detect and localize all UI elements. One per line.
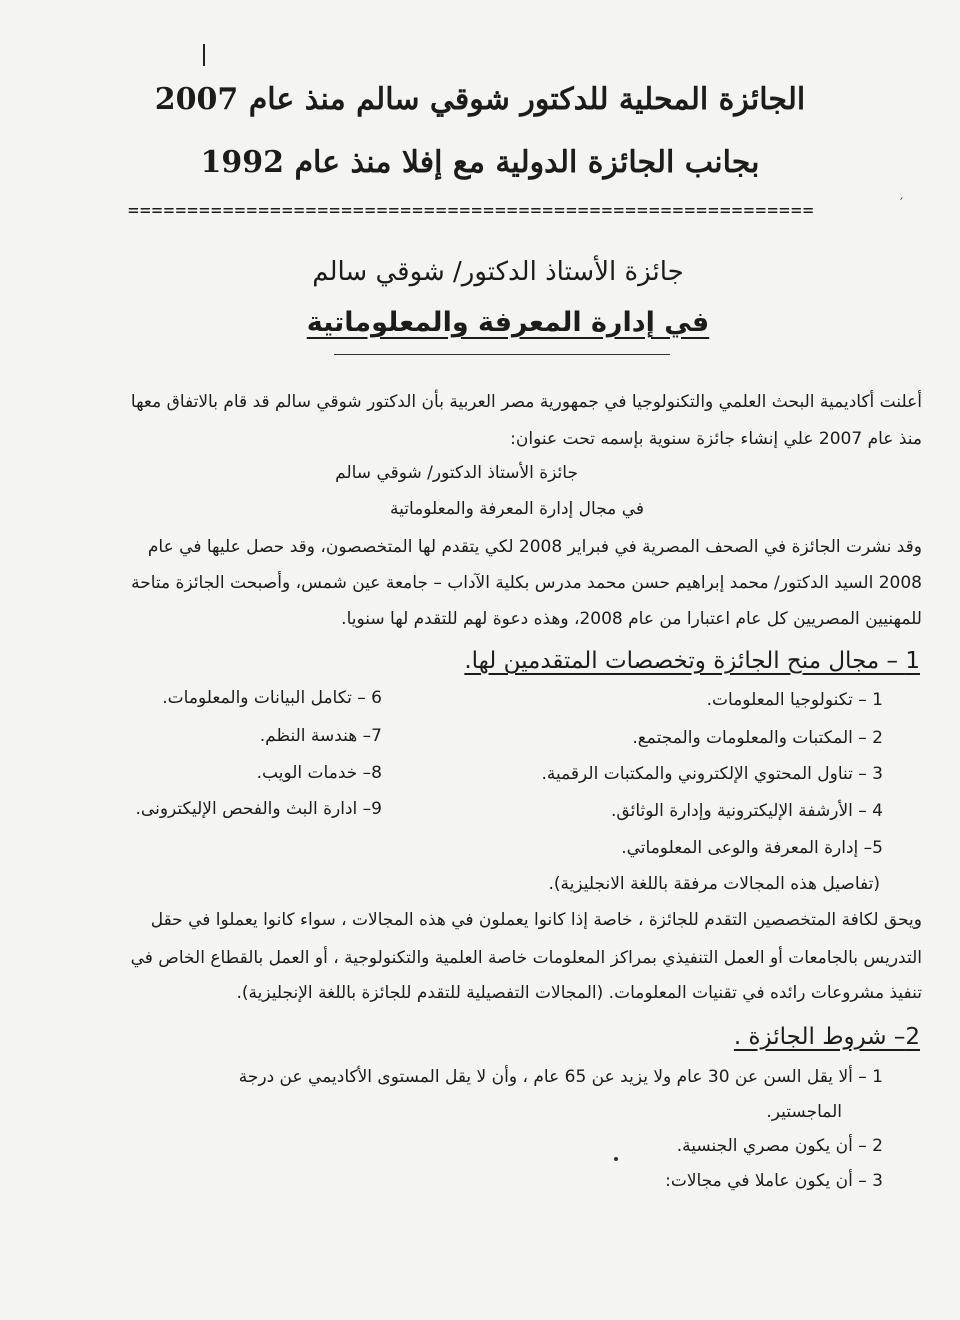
field-item-9: 9– ادارة البث والفحص الإليكترونى. xyxy=(135,799,382,819)
award-name-line1: جائزة الأستاذ الدكتور/ شوقي سالم xyxy=(335,463,578,483)
condition-item-2: 2 – أن يكون مصري الجنسية. xyxy=(676,1136,883,1156)
main-title-line1: الجائزة المحلية للدكتور شوقي سالم منذ عام 2007 xyxy=(154,82,806,117)
section1-heading: 1 – مجال منح الجائزة وتخصصات المتقدمين لها. xyxy=(464,648,920,674)
main-title-line2: بجانب الجائزة الدولية مع إفلا منذ عام 1992 xyxy=(200,145,760,180)
field-item-5: 5– إدارة المعرفة والوعى المعلوماتي. xyxy=(621,838,883,858)
subtitle-line2: في إدارة المعرفة والمعلوماتية xyxy=(306,307,710,338)
stray-mark: ′ xyxy=(900,196,904,212)
intro-line4: 2008 السيد الدكتور/ محمد إبراهيم حسن محمد مدرس بكلية الآداب – جامعة عين شمس، وأصبحت الجائزة متاحة xyxy=(131,573,922,593)
field-item-2: 2 – المكتبات والمعلومات والمجتمع. xyxy=(632,728,883,748)
field-item-4: 4 – الأرشفة الإليكترونية وإدارة الوثائق. xyxy=(611,801,883,821)
award-name-line2: في مجال إدارة المعرفة والمعلوماتية xyxy=(389,499,644,519)
subtitle-rule xyxy=(334,354,670,355)
condition-item-3: 3 – أن يكون عاملا في مجالات: xyxy=(665,1171,883,1191)
intro-line3: وقد نشرت الجائزة في الصحف المصرية في فبراير 2008 لكي يتقدم لها المتخصصون، وقد حصل عليها في عام xyxy=(147,537,922,557)
field-item-7: 7– هندسة النظم. xyxy=(259,726,382,746)
field-item-6: 6 – تكامل البيانات والمعلومات. xyxy=(162,688,382,708)
intro-line5: للمهنيين المصريين كل عام اعتبارا من عام 2008، وهذه دعوة لهم للتقدم لها سنويا. xyxy=(341,609,922,629)
intro-line1: أعلنت أكاديمية البحث العلمي والتكنولوجيا في جمهورية مصر العربية بأن الدكتور شوقي سالم قد قام بالاتفاق معها xyxy=(130,392,922,412)
separator-line: ========================================================== xyxy=(128,200,815,220)
field-item-8: 8– خدمات الويب. xyxy=(256,763,382,783)
pen-mark xyxy=(203,44,205,66)
intro-line2: منذ عام 2007 علي إنشاء جائزة سنوية بإسمه تحت عنوان: xyxy=(510,429,922,449)
eligibility-line1: ويحق لكافة المتخصصين التقدم للجائزة ، خاصة إذا كانوا يعملون في هذه المجالات ، سواء كانوا يعملوا في حقل xyxy=(150,910,922,930)
stray-dot xyxy=(614,1157,618,1161)
subtitle-line1: جائزة الأستاذ الدكتور/ شوقي سالم xyxy=(312,257,684,287)
section2-heading: 2– شروط الجائزة . xyxy=(733,1024,920,1050)
field-item-3: 3 – تناول المحتوي الإلكتروني والمكتبات الرقمية. xyxy=(541,764,883,784)
field-item-1: 1 – تكنولوجيا المعلومات. xyxy=(706,690,883,710)
condition-item-1: 1 – ألا يقل السن عن 30 عام ولا يزيد عن 65 عام ، وأن لا يقل المستوى الأكاديمي عن درجة xyxy=(238,1067,883,1087)
condition-item-1-cont: الماجستير. xyxy=(766,1102,842,1122)
eligibility-line3: تنفيذ مشروعات رائده في تقنيات المعلومات. (المجالات التفصيلية للتقدم للجائزة باللغة الإنجليزية). xyxy=(236,983,922,1003)
fields-details-note: (تفاصيل هذه المجالات مرفقة باللغة الانجليزية). xyxy=(548,874,880,894)
eligibility-line2: التدريس بالجامعات أو العمل التنفيذي بمراكز المعلومات خاصة العلمية والتكنولوجية ، أو العمل بالقطاع الخاص في xyxy=(130,948,922,968)
